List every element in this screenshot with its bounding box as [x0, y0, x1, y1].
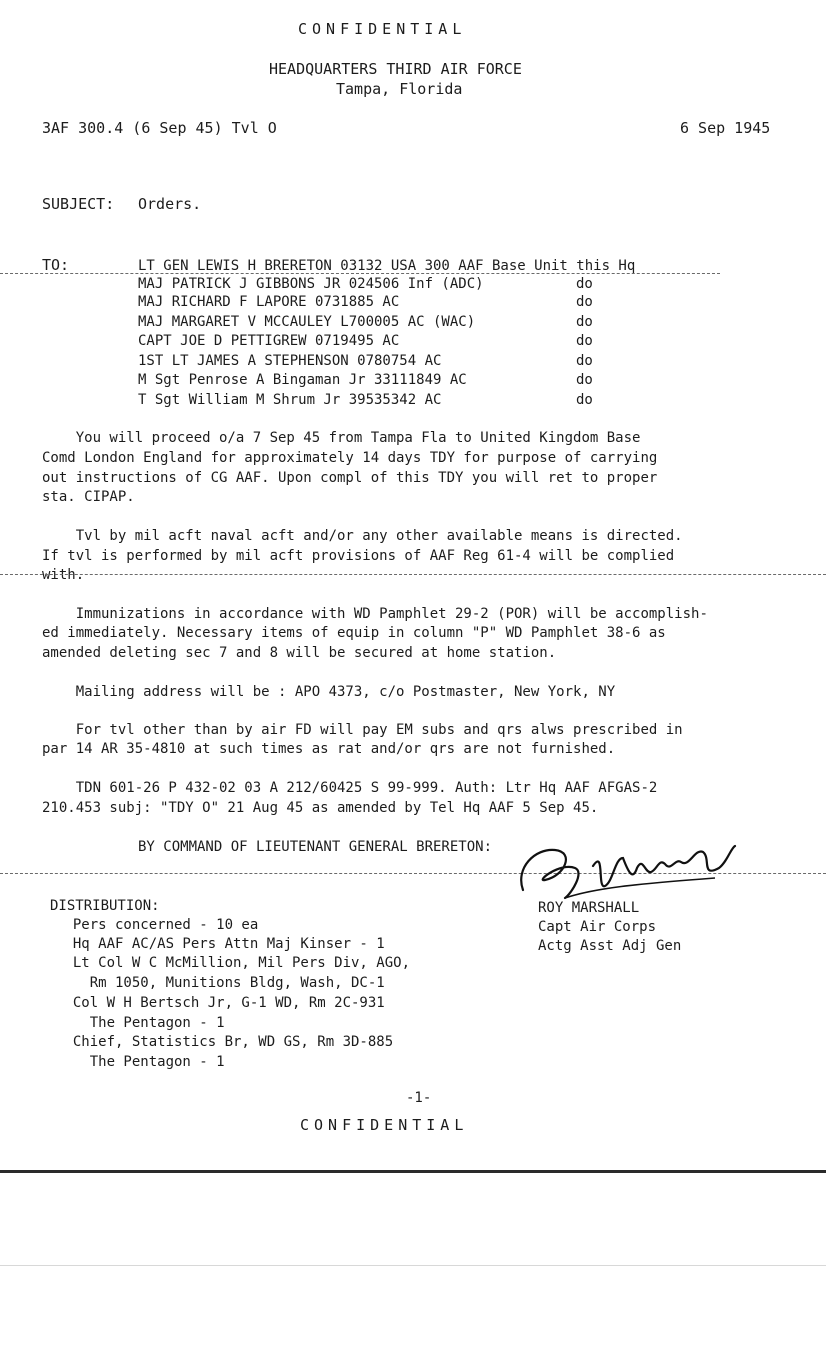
signatory-title: Actg Asst Adj Gen [538, 938, 682, 954]
recipient-line: MAJ RICHARD F LAPORE 0731885 AC [138, 294, 400, 310]
distribution-label: DISTRIBUTION: [50, 898, 160, 914]
paragraph-line: Comd London England for approximately 14 days TDY for purpose of carrying [42, 450, 658, 466]
recipient-line: 1ST LT JAMES A STEPHENSON 0780754 AC [138, 353, 442, 369]
handwritten-signature [505, 828, 745, 908]
distribution-line: The Pentagon - 1 [56, 1015, 225, 1031]
signatory-rank: Capt Air Corps [538, 919, 657, 935]
scan-fold-line-2 [0, 574, 826, 575]
paragraph-line: TDN 601-26 P 432-02 03 A 212/60425 S 99-999. Auth: Ltr Hq AAF AFGAS-2 [42, 780, 658, 796]
recipient-line: T Sgt William M Shrum Jr 39535342 AC [138, 392, 442, 408]
page-number: -1- [406, 1090, 432, 1106]
subject-value: Orders. [138, 195, 202, 213]
distribution-line: Hq AAF AC/AS Pers Attn Maj Kinser - 1 [56, 936, 385, 952]
paragraph-line: If tvl is performed by mil acft provisions of AAF Reg 61-4 will be complied [42, 548, 675, 564]
location: Tampa, Florida [336, 80, 463, 98]
ditto-mark: do [576, 276, 593, 292]
paragraph-line: For tvl other than by air FD will pay EM subs and qrs alws prescribed in [42, 722, 683, 738]
distribution-line: The Pentagon - 1 [56, 1054, 225, 1070]
paragraph-line: ed immediately. Necessary items of equip in column "P" WD Pamphlet 38-6 as [42, 625, 666, 641]
to-label: TO: [42, 256, 70, 274]
recipient-line: LT GEN LEWIS H BRERETON 03132 USA 300 AAF Base Unit this Hq [138, 258, 636, 274]
classification-top: CONFIDENTIAL [298, 20, 467, 38]
ditto-mark: do [576, 392, 593, 408]
paragraph-line: amended deleting sec 7 and 8 will be secured at home station. [42, 645, 557, 661]
recipient-line: CAPT JOE D PETTIGREW 0719495 AC [138, 333, 400, 349]
recipient-line: MAJ PATRICK J GIBBONS JR 024506 Inf (ADC) [138, 276, 484, 292]
ditto-mark: do [576, 314, 593, 330]
paragraph-line: sta. CIPAP. [42, 489, 135, 505]
ditto-mark: do [576, 353, 593, 369]
command-line: BY COMMAND OF LIEUTENANT GENERAL BRERETON: [138, 839, 493, 855]
classification-bottom: CONFIDENTIAL [300, 1116, 469, 1134]
paragraph-line: Immunizations in accordance with WD Pamphlet 29-2 (POR) will be accomplish- [42, 606, 708, 622]
page-bottom-edge [0, 1170, 826, 1173]
reference-number: 3AF 300.4 (6 Sep 45) Tvl O [42, 119, 277, 137]
paragraph-line: 210.453 subj: "TDY O" 21 Aug 45 as amended by Tel Hq AAF 5 Sep 45. [42, 800, 599, 816]
ditto-mark: do [576, 372, 593, 388]
distribution-line: Chief, Statistics Br, WD GS, Rm 3D-885 [56, 1034, 394, 1050]
distribution-line: Lt Col W C McMillion, Mil Pers Div, AGO, [56, 955, 411, 971]
paragraph-line: You will proceed o/a 7 Sep 45 from Tampa Fla to United Kingdom Base [42, 430, 641, 446]
document-date: 6 Sep 1945 [680, 119, 771, 137]
scan-edge-line [0, 1265, 826, 1266]
paragraph-line: Tvl by mil acft naval acft and/or any other available means is directed. [42, 528, 683, 544]
recipient-line: MAJ MARGARET V MCCAULEY L700005 AC (WAC) [138, 314, 476, 330]
paragraph-line: out instructions of CG AAF. Upon compl of this TDY you will ret to proper [42, 470, 658, 486]
signatory-name: ROY MARSHALL [538, 900, 640, 916]
paragraph-line: par 14 AR 35-4810 at such times as rat and/or qrs are not furnished. [42, 741, 616, 757]
org-heading: HEADQUARTERS THIRD AIR FORCE [269, 60, 522, 78]
paragraph-mailing-address: Mailing address will be : APO 4373, c/o Postmaster, New York, NY [42, 684, 616, 700]
distribution-line: Col W H Bertsch Jr, G-1 WD, Rm 2C-931 [56, 995, 385, 1011]
ditto-mark: do [576, 294, 593, 310]
distribution-line: Pers concerned - 10 ea [56, 917, 259, 933]
ditto-mark: do [576, 333, 593, 349]
recipient-line: M Sgt Penrose A Bingaman Jr 33111849 AC [138, 372, 467, 388]
subject-label: SUBJECT: [42, 195, 115, 213]
paragraph-line: with. [42, 567, 85, 583]
distribution-line: Rm 1050, Munitions Bldg, Wash, DC-1 [56, 975, 385, 991]
